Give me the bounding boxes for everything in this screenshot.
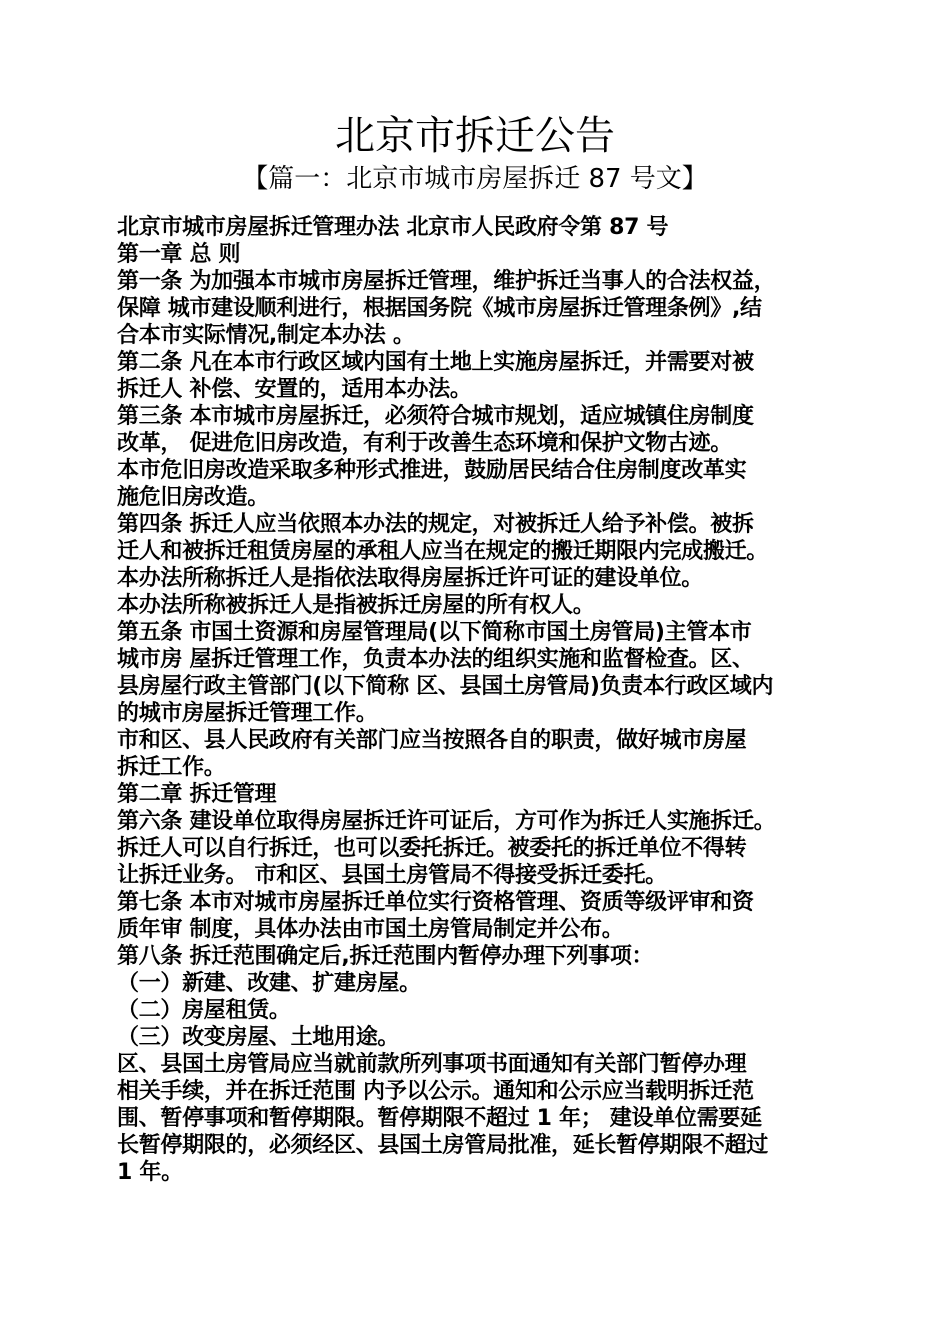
- text-line: 第七条 本市对城市房屋拆迁单位实行资格管理、资质等级评审和资: [117, 890, 754, 915]
- text-line: （二）房屋租赁。: [117, 998, 291, 1023]
- text-line: 拆迁人可以自行拆迁，也可以委托拆迁。被委托的拆迁单位不得转: [117, 836, 747, 861]
- text-line: 第三条 本市城市房屋拆迁，必须符合城市规划，适应城镇住房制度: [117, 404, 754, 429]
- text-line: 质年审 制度，具体办法由市国土房管局制定并公布。: [117, 917, 624, 942]
- text-line: 北京市城市房屋拆迁管理办法 北京市人民政府令第 87 号: [117, 215, 669, 240]
- text-line: 迁人和被拆迁租赁房屋的承租人应当在规定的搬迁期限内完成搬迁。: [117, 539, 769, 564]
- text-line: 施危旧房改造。: [117, 485, 269, 510]
- text-line: 第八条 拆迁范围确定后,拆迁范围内暂停办理下列事项：: [117, 944, 654, 969]
- text-line: 县房屋行政主管部门(以下简称 区、县国土房管局)负责本行政区域内: [117, 674, 774, 699]
- text-line: 第二条 凡在本市行政区域内国有土地上实施房屋拆迁，并需要对被: [117, 350, 754, 375]
- text-line: 保障 城市建设顺利进行，根据国务院《城市房屋拆迁管理条例》,结: [117, 296, 762, 321]
- text-line: 第一条 为加强本市城市房屋拆迁管理，维护拆迁当事人的合法权益，: [117, 269, 776, 294]
- text-line: 第一章 总 则: [117, 242, 241, 267]
- text-line: 相关手续，并在拆迁范围 内予以公示。通知和公示应当载明拆迁范: [117, 1079, 754, 1104]
- text-line: 第四条 拆迁人应当依照本办法的规定，对被拆迁人给予补偿。被拆: [117, 512, 754, 537]
- text-line: （一）新建、改建、扩建房屋。: [117, 971, 421, 996]
- document-subtitle: 【篇一：北京市城市房屋拆迁 87 号文】: [242, 164, 708, 194]
- document-body: [117, 214, 847, 1186]
- text-line: 1 年。: [117, 1160, 183, 1185]
- text-line: 的城市房屋拆迁管理工作。: [117, 701, 378, 726]
- text-line: 本市危旧房改造采取多种形式推进，鼓励居民结合住房制度改革实: [117, 458, 747, 483]
- text-line: 市和区、县人民政府有关部门应当按照各自的职责，做好城市房屋: [117, 728, 747, 753]
- text-line: 长暂停期限的，必须经区、县国土房管局批准，延长暂停期限不超过: [117, 1133, 769, 1158]
- text-line: 改革， 促进危旧房改造，有利于改善生态环境和保护文物古迹。: [117, 431, 732, 456]
- text-line: （三）改变房屋、土地用途。: [117, 1025, 400, 1050]
- text-line: 第六条 建设单位取得房屋拆迁许可证后，方可作为拆迁人实施拆迁。: [117, 809, 776, 834]
- text-line: 区、县国土房管局应当就前款所列事项书面通知有关部门暂停办理: [117, 1052, 747, 1077]
- text-line: 本办法所称拆迁人是指依法取得房屋拆迁许可证的建设单位。: [117, 566, 703, 591]
- text-line: 拆迁工作。: [117, 755, 226, 780]
- text-line: 合本市实际情况,制定本办法 。: [117, 323, 415, 348]
- text-line: 让拆迁业务。 市和区、县国土房管局不得接受拆迁委托。: [117, 863, 667, 888]
- text-line: 围、暂停事项和暂停期限。暂停期限不超过 1 年； 建设单位需要延: [117, 1106, 762, 1131]
- text-line: 第二章 拆迁管理: [117, 782, 277, 807]
- text-line: 第五条 市国土资源和房屋管理局(以下简称市国土房管局)主管本市: [117, 620, 752, 645]
- document-title: 北京市拆迁公告: [335, 113, 615, 159]
- text-line: 城市房 屋拆迁管理工作，负责本办法的组织实施和监督检查。区、: [117, 647, 754, 672]
- text-line: 本办法所称被拆迁人是指被拆迁房屋的所有权人。: [117, 593, 595, 618]
- text-line: 拆迁人 补偿、安置的，适用本办法。: [117, 377, 472, 402]
